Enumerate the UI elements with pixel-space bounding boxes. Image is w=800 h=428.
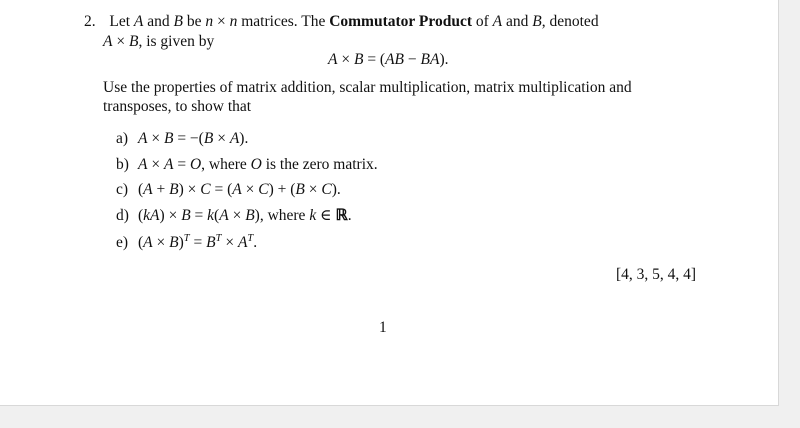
commutator-definition: A × B = (AB − BA). bbox=[328, 51, 449, 68]
instruction-line-1: Use the properties of matrix addition, scalar multiplication, matrix multiplication and bbox=[103, 79, 632, 96]
question-intro-line-2: A × B, is given by bbox=[103, 33, 215, 50]
part-d: d) (kA) × B = k(A × B), where k ∈ ℝ. bbox=[116, 207, 352, 224]
question-intro-line-1: 2. Let A and B be n × n matrices. The Commutator Product of A and B, denoted bbox=[84, 13, 599, 30]
page-number: 1 bbox=[379, 319, 387, 336]
part-c-label: c) bbox=[116, 181, 129, 198]
question-number: 2. bbox=[84, 13, 96, 30]
part-d-label: d) bbox=[116, 207, 129, 224]
part-b: b) A × A = O, where O is the zero matrix. bbox=[116, 156, 378, 173]
part-a-label: a) bbox=[116, 130, 129, 147]
real-numbers-symbol: ℝ bbox=[335, 207, 348, 224]
part-c: c) (A + B) × C = (A × C) + (B × C). bbox=[116, 181, 341, 198]
part-a: a) A × B = −(B × A). bbox=[116, 130, 249, 147]
commutator-product-term: Commutator Product bbox=[329, 13, 472, 30]
marks-allocation: [4, 3, 5, 4, 4] bbox=[616, 266, 697, 283]
part-b-label: b) bbox=[116, 156, 129, 173]
instruction-line-2: transposes, to show that bbox=[103, 98, 252, 115]
part-e: e) $(A \times B)^T = B^T \times A^T$. bbox=[116, 233, 258, 251]
part-e-label: e) bbox=[116, 234, 129, 251]
